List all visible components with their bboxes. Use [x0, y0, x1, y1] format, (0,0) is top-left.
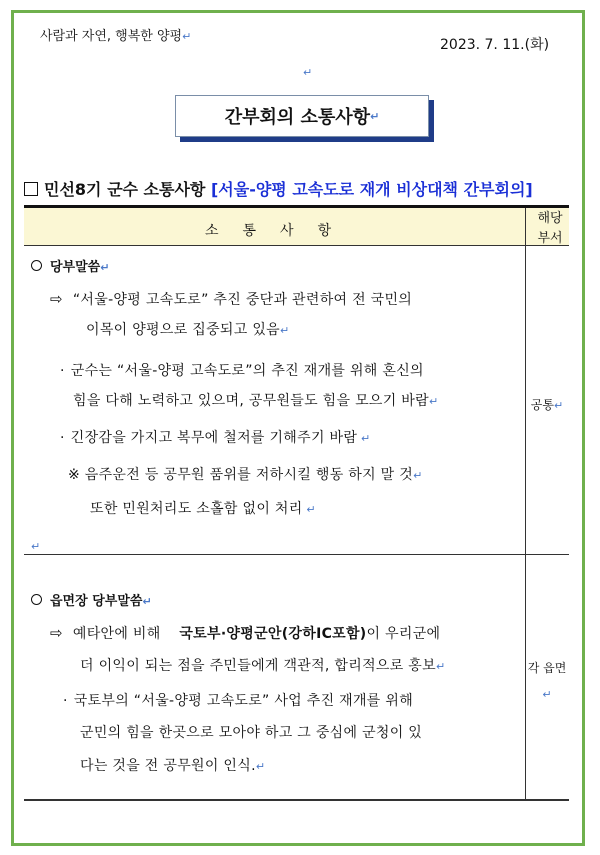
list-item: ⇨ 예타안에 비해 국토부·양평군안(강하IC포함)이 우리군에	[50, 624, 441, 642]
circle-bullet-icon	[31, 594, 42, 605]
list-item: ※ 음주운전 등 공무원 품위를 저하시킬 행동 하지 말 것↵	[68, 467, 423, 483]
table-bottom-border	[24, 799, 569, 801]
list-item: 힘을 다해 노력하고 있으며, 공무원들도 힘을 모으기 바람↵	[73, 393, 439, 409]
list-item: · 군수는 “서울-양평 고속도로”의 추진 재개를 위해 혼신의	[60, 363, 424, 379]
row1-heading: 당부말씀↵	[31, 256, 109, 275]
circle-bullet-icon	[31, 260, 42, 271]
section-subtitle: [서울-양평 고속도로 재개 비상대책 간부회의]	[210, 180, 533, 199]
arrow-right-icon: ⇨	[50, 290, 63, 308]
checkbox-square-icon	[24, 182, 38, 196]
list-item: · 국토부의 “서울-양평 고속도로” 사업 추진 재개를 위해	[63, 693, 414, 709]
list-item: · 긴장감을 가지고 복무에 철저를 기해주기 바람 ↵	[60, 430, 371, 446]
paragraph-mark: ↵	[31, 540, 41, 553]
table-header-main: 소통사항	[205, 223, 356, 239]
middle-dot-icon: ·	[60, 363, 65, 379]
section-label: 민선8기 군수 소통사항	[44, 180, 206, 199]
list-item: 또한 민원처리도 소홀함 없이 처리 ↵	[90, 501, 316, 517]
date-text: 2023. 7. 11.(화)	[440, 37, 550, 53]
paragraph-mark: ↵	[303, 66, 313, 79]
section-heading	[24, 177, 533, 200]
row-divider	[24, 554, 569, 555]
list-item: 더 이익이 되는 점을 주민들에게 객관적, 합리적으로 홍보↵	[80, 658, 446, 674]
middle-dot-icon: ·	[63, 693, 68, 709]
column-divider	[525, 208, 526, 800]
title-box: 간부회의 소통사항 ↵	[175, 95, 429, 137]
middle-dot-icon: ·	[60, 430, 65, 446]
list-item: ⇨ “서울-양평 고속도로” 추진 중단과 관련하여 전 국민의	[50, 290, 413, 308]
row2-heading: 읍면장 당부말씀↵	[31, 590, 152, 609]
arrow-right-icon: ⇨	[50, 624, 63, 642]
list-item: 군민의 힘을 한곳으로 모아야 하고 그 중심에 군청이 있	[80, 725, 423, 741]
page-title: 간부회의 소통사항	[224, 107, 371, 128]
row1-dept: 공통↵	[530, 398, 564, 412]
list-item: 이목이 양평으로 집중되고 있음↵	[86, 322, 290, 338]
table-header-dept: 해당 부서	[537, 211, 563, 246]
motto-text: 사람과 자연, 행복한 양평↵	[40, 29, 192, 44]
list-item: 다는 것을 전 공무원이 인식.↵	[80, 758, 266, 774]
row2-dept: 각 읍면↵	[527, 661, 567, 701]
